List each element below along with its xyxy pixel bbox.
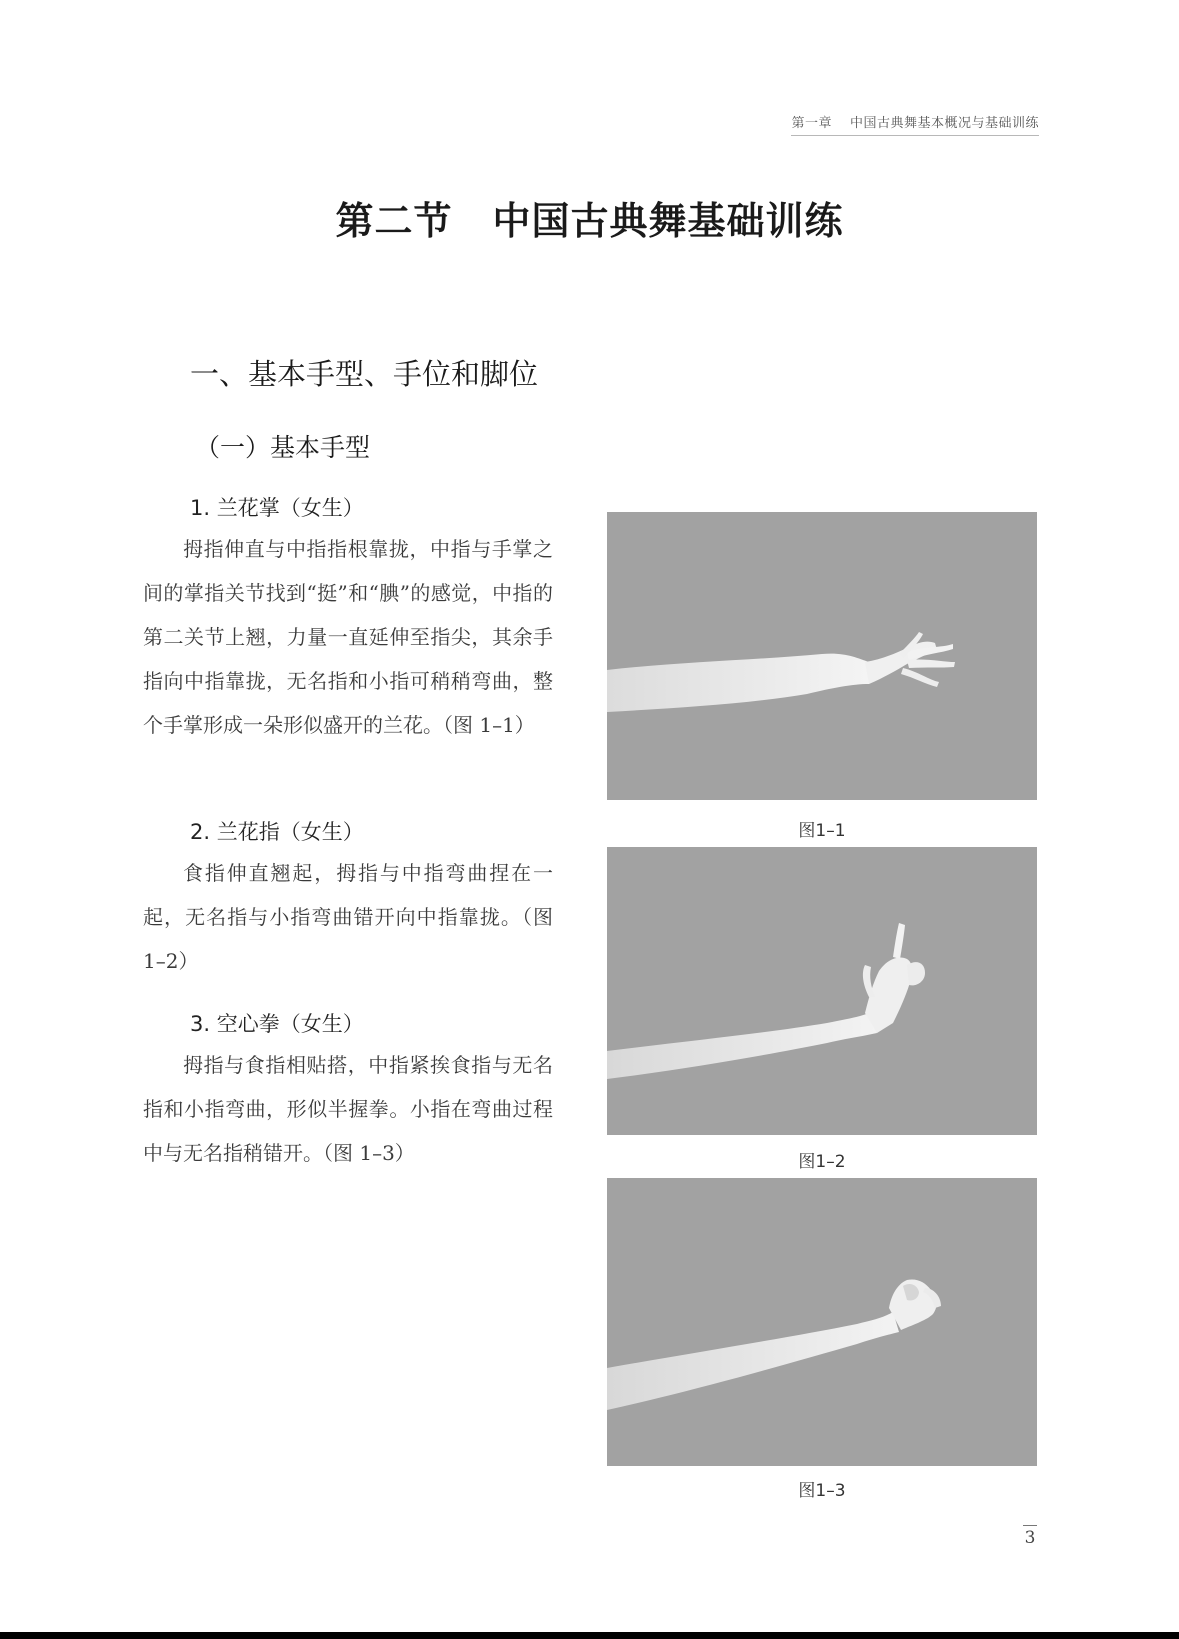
figure-photo-3	[607, 1178, 1037, 1466]
heading-level-1: 一、基本手型、手位和脚位	[190, 357, 539, 391]
item-paragraph-1: 拇指伸直与中指指根靠拢，中指与手掌之间的掌指关节找到“挺”和“腆”的感觉，中指的第二关节上翘，力量一直延伸至指尖，其余手指向中指靠拢，无名指和小指可稍稍弯曲，整个手掌形成一朵形似盛开的兰花。（图 1–1）	[143, 537, 553, 737]
figure-caption-1: 图1–1	[798, 821, 846, 841]
item-title-3: 3. 空心拳（女生）	[190, 1012, 364, 1036]
arm-illustration-1	[607, 512, 1037, 800]
arm-illustration-3	[607, 1178, 1037, 1466]
section-title	[0, 190, 1179, 245]
page-number: 3	[1023, 1525, 1037, 1548]
bottom-edge-bar	[0, 1632, 1179, 1639]
header-chapter-title: 中国古典舞基本概况与基础训练	[849, 116, 1039, 131]
item-title-1: 1. 兰花掌（女生）	[190, 496, 364, 520]
figure-caption-3: 图1–3	[798, 1481, 846, 1501]
section-number: 第二节	[335, 198, 453, 243]
figure-photo-1	[607, 512, 1037, 800]
arm-illustration-2	[607, 847, 1037, 1135]
section-name: 中国古典舞基础训练	[492, 198, 844, 243]
header-chapter-number: 第一章	[791, 116, 832, 131]
figure-caption-2: 图1–2	[798, 1152, 846, 1172]
running-header	[791, 112, 1039, 136]
item-paragraph-3: 拇指与食指相贴搭，中指紧挨食指与无名指和小指弯曲，形似半握拳。小指在弯曲过程中与无名指稍错开。（图 1–3）	[143, 1053, 553, 1165]
heading-level-2: （一）基本手型	[195, 433, 371, 462]
item-title-2: 2. 兰花指（女生）	[190, 820, 364, 844]
item-paragraph-2: 食指伸直翘起，拇指与中指弯曲捏在一起，无名指与小指弯曲错开向中指靠拢。（图 1–2）	[143, 861, 553, 973]
figure-photo-2	[607, 847, 1037, 1135]
